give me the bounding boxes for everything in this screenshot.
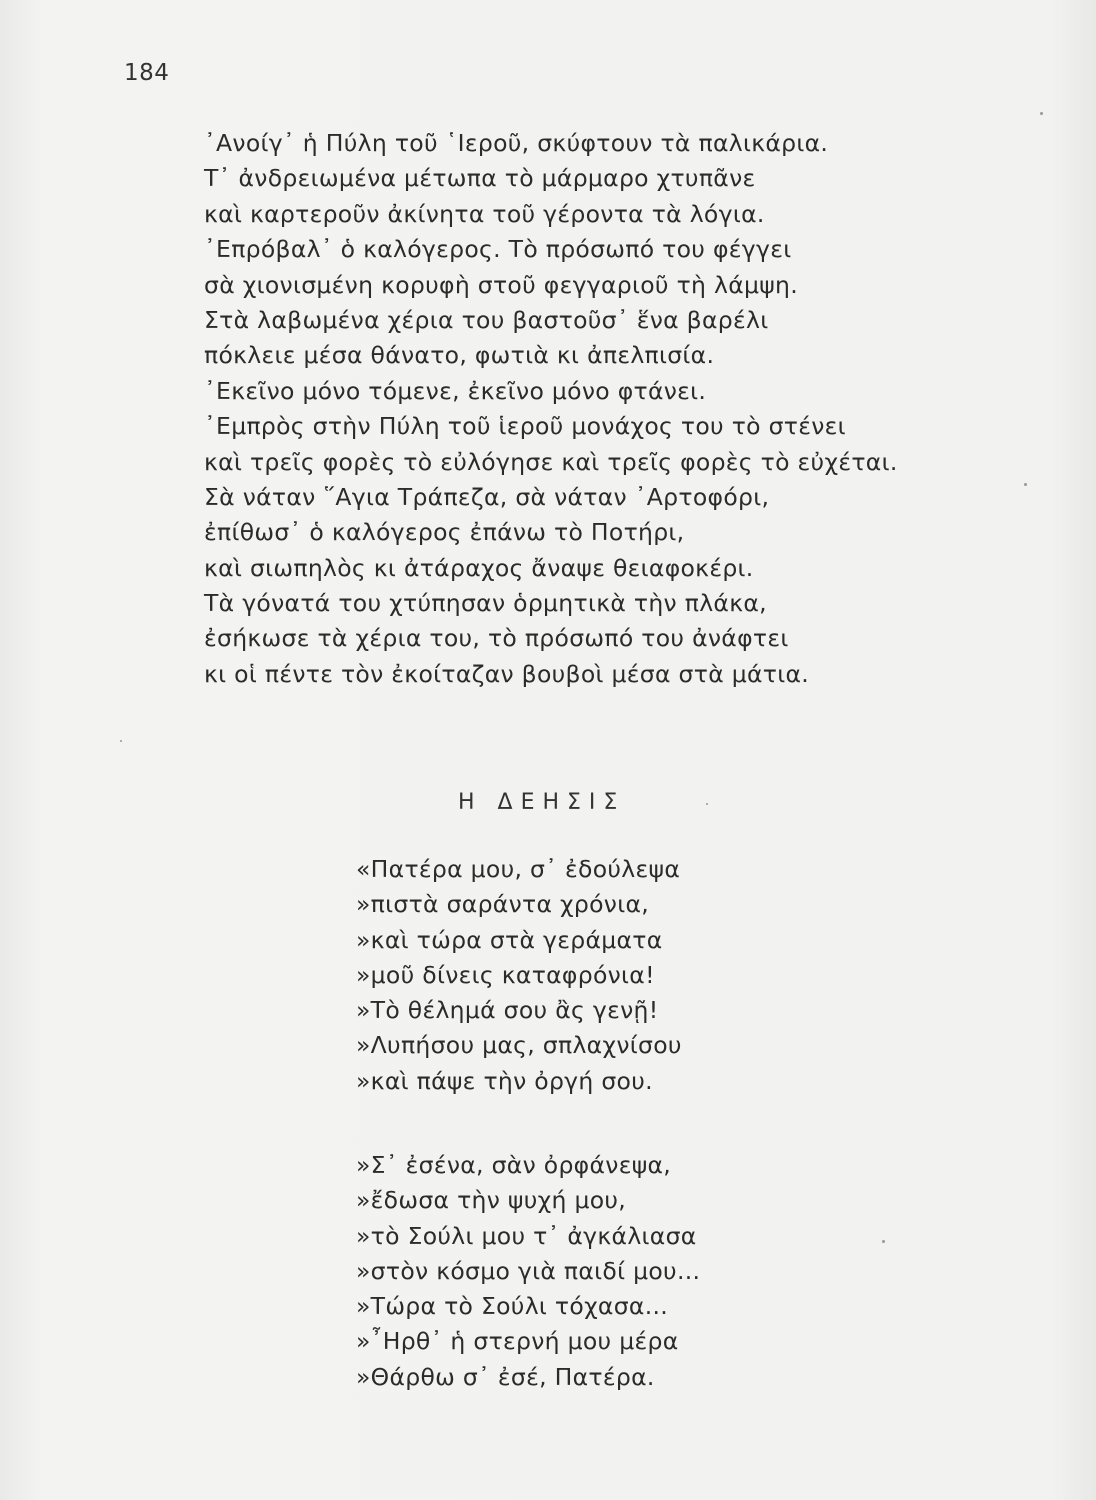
prayer-stanza-2 bbox=[356, 1148, 700, 1395]
poem-line: Σὰ νάταν ῞Αγια Τράπεζα, σὰ νάταν ᾿Αρτοφόρι, bbox=[204, 482, 770, 511]
poem-line: Τ᾿ ἀνδρειωμένα μέτωπα τὸ μάρμαρο χτυπᾶνε bbox=[204, 164, 756, 193]
prayer-line: »Τὸ θέλημά σου ἂς γενῇ! bbox=[356, 996, 659, 1025]
prayer-line: »τὸ Σούλι μου τ᾿ ἀγκάλιασα bbox=[356, 1221, 697, 1250]
poem-line: καὶ καρτεροῦν ἀκίνητα τοῦ γέροντα τὰ λόγια. bbox=[204, 199, 765, 228]
poem-line: πόκλειε μέσα θάνατο, φωτιὰ κι ἀπελπισία. bbox=[204, 341, 715, 370]
prayer-line: »ἔδωσα τὴν ψυχή μου, bbox=[356, 1186, 627, 1215]
prayer-line: »καὶ πάψε τὴν ὀργή σου. bbox=[356, 1066, 653, 1095]
prayer-line: »στὸν κόσμο γιὰ παιδί μου... bbox=[356, 1256, 701, 1285]
poem-line: ἐπίθωσ᾿ ὁ καλόγερος ἐπάνω τὸ Ποτήρι, bbox=[204, 518, 685, 547]
prayer-line: »μοῦ δίνεις καταφρόνια! bbox=[356, 960, 655, 989]
paper-speck bbox=[1040, 112, 1043, 115]
prayer-line: »Σ᾿ ἐσένα, σὰν ὀρφάνεψα, bbox=[356, 1151, 672, 1179]
poem-line: κι οἱ πέντε τὸν ἐκοίταζαν βουβοὶ μέσα στὰ μάτια. bbox=[204, 659, 810, 688]
prayer-stanza-1 bbox=[356, 852, 682, 1099]
poem-line: ᾿Εμπρὸς στὴν Πύλη τοῦ ἱεροῦ μονάχος του τὸ στένει bbox=[204, 412, 846, 441]
prayer-line: »πιστὰ σαράντα χρόνια, bbox=[356, 890, 650, 919]
poem-line: Στὰ λαβωμένα χέρια του βαστοῦσ᾿ ἕνα βαρέλι bbox=[204, 305, 769, 334]
poem-line: καὶ σιωπηλὸς κι ἀτάραχος ἄναψε θειαφοκέρι. bbox=[204, 553, 754, 582]
poem-stanza bbox=[204, 126, 898, 692]
poem-line: ᾿Επρόβαλ᾿ ὁ καλόγερος. Τὸ πρόσωπό του φέγγει bbox=[204, 235, 792, 264]
prayer-line: «Πατέρα μου, σ᾿ ἐδούλεψα bbox=[356, 855, 681, 883]
section-title: Η ΔΕΗΣΙΣ bbox=[458, 790, 626, 815]
prayer-line: »καὶ τώρα στὰ γεράματα bbox=[356, 925, 663, 954]
prayer-line: »Λυπήσου μας, σπλαχνίσου bbox=[356, 1031, 682, 1060]
prayer-line: »Θάρθω σ᾿ ἐσέ, Πατέρα. bbox=[356, 1362, 655, 1391]
poem-line: ᾿Εκεῖνο μόνο τόμενε, ἐκεῖνο μόνο φτάνει. bbox=[204, 376, 707, 405]
prayer-line: »Τώρα τὸ Σούλι τόχασα... bbox=[356, 1292, 669, 1321]
paper-speck bbox=[706, 803, 708, 805]
page-number: 184 bbox=[124, 60, 170, 86]
poem-line: ᾿Ανοίγ᾿ ἡ Πύλη τοῦ ῾Ιεροῦ, σκύφτουν τὰ παλικάρια. bbox=[204, 129, 829, 157]
poem-line: Τὰ γόνατά του χτύπησαν ὁρμητικὰ τὴν πλάκα, bbox=[204, 589, 767, 618]
prayer-line: »῏Ηρθ᾿ ἡ στερνή μου μέρα bbox=[356, 1327, 679, 1356]
paper-speck bbox=[882, 1240, 885, 1243]
paper-speck bbox=[120, 740, 122, 742]
paper-speck bbox=[1024, 483, 1027, 486]
poem-line: καὶ τρεῖς φορὲς τὸ εὐλόγησε καὶ τρεῖς φορὲς τὸ εὐχέται. bbox=[204, 447, 898, 476]
poem-line: ἐσήκωσε τὰ χέρια του, τὸ πρόσωπό του ἀνάφτει bbox=[204, 624, 789, 653]
poem-line: σὰ χιονισμένη κορυφὴ στοῦ φεγγαριοῦ τὴ λάμψη. bbox=[204, 270, 799, 299]
